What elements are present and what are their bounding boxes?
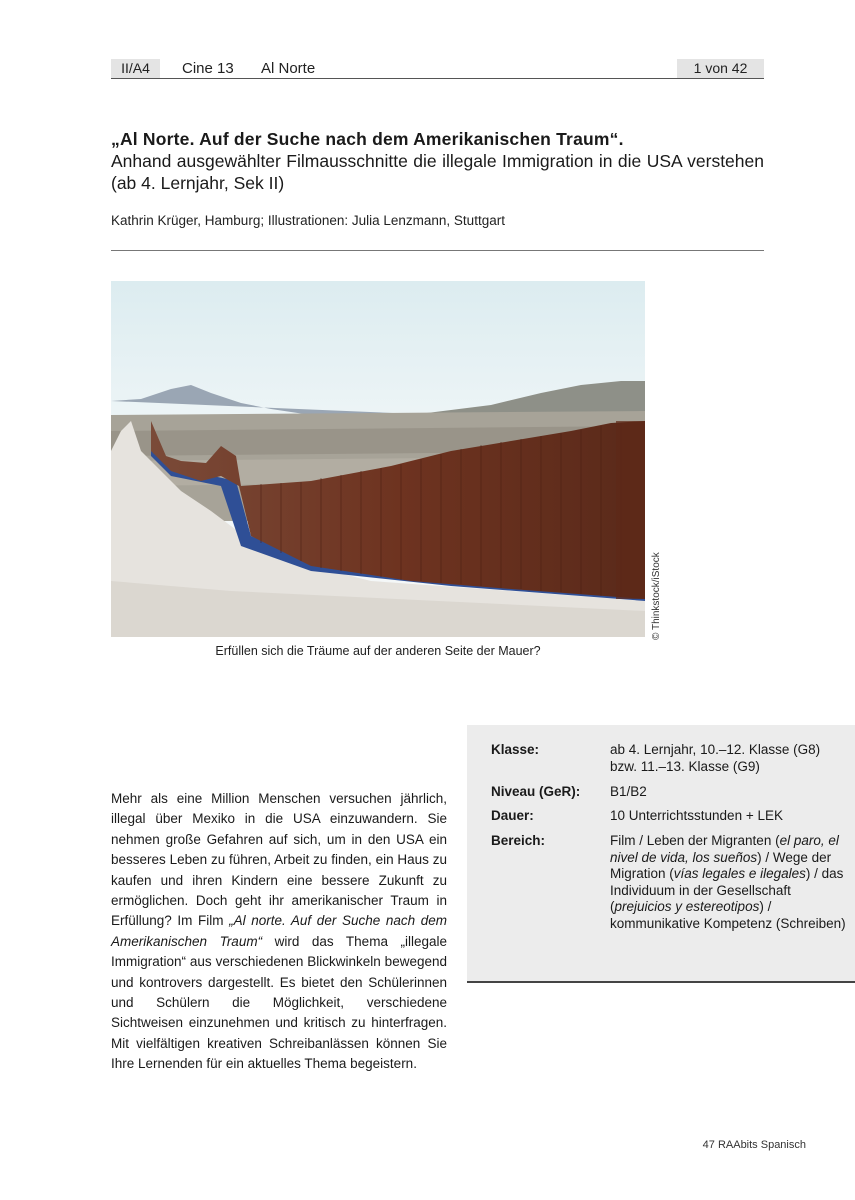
info-label: Bereich: <box>491 833 546 848</box>
info-label: Niveau (GeR): <box>491 784 581 799</box>
intro-text-part2: wird das Thema „illegale Immigration“ aus verschiedenen Blickwinkeln bewegend und kontrovers dargestellt. Es bietet den Schülerinnen und Schülern die Möglichkeit, verschiedene Sichtweisen einzunehmen und kritisch zu hinterfragen. Mit vielfältigen kreativen Schreibanlässen können Sie Ihre Lernenden für ein aktuelles Thema begeistern. <box>111 933 447 1072</box>
info-box <box>467 725 855 983</box>
bereich-text: Film / Leben der Migranten ( <box>610 833 780 848</box>
publisher-footer: 47 RAAbits Spanisch <box>702 1139 806 1151</box>
photo-caption: Erfüllen sich die Träume auf der anderen Seite der Mauer? <box>215 644 541 658</box>
title-main: „Al Norte. Auf der Suche nach dem Amerikanischen Traum“. <box>111 129 624 149</box>
info-value: B1/B2 <box>610 784 647 799</box>
bereich-text: ) / das Individuum in der Gesellschaft ( <box>610 866 844 914</box>
divider <box>111 250 764 251</box>
document-title <box>111 128 764 194</box>
author-line: Kathrin Krüger, Hamburg; Illustrationen: Julia Lenzmann, Stuttgart <box>111 213 505 228</box>
bereich-text: ) / Wege der Migration ( <box>610 849 832 881</box>
intro-paragraph <box>111 789 447 1075</box>
info-label: Dauer: <box>491 808 534 823</box>
title-subtitle: Anhand ausgewählter Filmausschnitte die illegale Immigration in die USA verstehen (ab 4. Lernjahr, Sek II) <box>111 151 764 193</box>
bereich-spanish-terms: el paro, el nivel de vida, los sueños <box>610 833 839 865</box>
bereich-spanish-terms: vías legales e ilegales <box>673 866 806 881</box>
page-indicator: 1 von 42 <box>677 59 764 78</box>
header-title: Al Norte <box>261 60 316 77</box>
info-label: Klasse: <box>491 742 540 757</box>
photo-credit: © Thinkstock/iStock <box>651 552 662 640</box>
unit-code: II/A4 <box>111 59 160 78</box>
border-wall-photo <box>111 281 645 637</box>
bereich-spanish-terms: prejuicios y estereotipos <box>614 899 760 914</box>
info-value: 10 Unterrichtsstunden + LEK <box>610 808 783 823</box>
series-label: Cine 13 <box>182 60 234 77</box>
photo-illustration <box>111 281 645 637</box>
bereich-text: ) / kommunikative Kompetenz (Schreiben) <box>610 899 846 931</box>
info-value <box>610 833 850 932</box>
info-value: ab 4. Lernjahr, 10.–12. Klasse (G8) bzw. 11.–13. Klasse (G9) <box>610 742 821 774</box>
film-title: „Al norte. Auf der Suche nach dem Amerikanischen Traum“ <box>111 913 447 949</box>
intro-text-part1: Mehr als eine Million Menschen versuchen jährlich, illegal über Mexiko in die USA einzuwandern. Sie nehmen große Gefahren auf sich, um in den USA ein besseres Leben zu führen, Arbeit zu finden, ein Haus zu kaufen und ihren Kindern eine bessere Zukunft zu ermöglichen. Doch geht ihr amerikanischer Traum in Erfüllung? Im Film <box>111 791 447 929</box>
page-header <box>111 59 764 79</box>
